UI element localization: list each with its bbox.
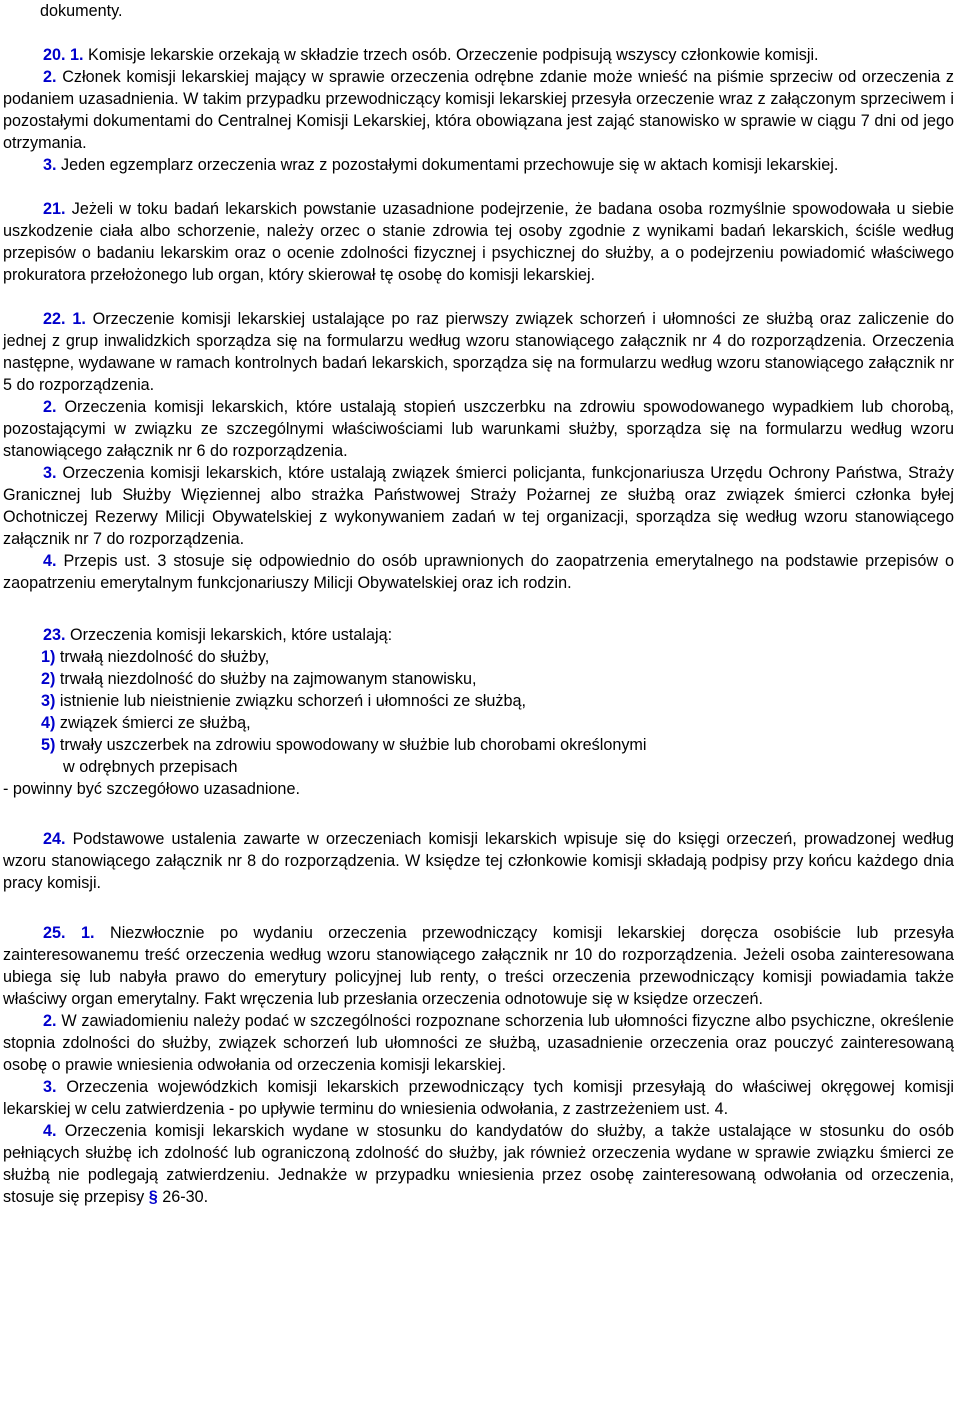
carryover-text: dokumenty.	[40, 2, 123, 20]
section-23-intro	[3, 624, 954, 646]
section-24	[3, 828, 954, 894]
section-number: 20.	[43, 46, 66, 64]
list-item-continuation: w odrębnych przepisach	[63, 758, 238, 776]
section-20-para-2	[3, 66, 954, 154]
paragraph-text: Orzeczenia komisji lekarskich, które ustalają:	[70, 626, 393, 644]
section-number: 22.	[43, 310, 66, 328]
paragraph-number: 3.	[43, 1078, 57, 1096]
section-22-para-4	[3, 550, 954, 594]
section-20-para-1	[3, 44, 954, 66]
paragraph-text: W zawiadomieniu należy podać w szczególności rozpoznane schorzenia lub ułomności fizyczne albo psychiczne, określenie stopnia zdolności do służby, związek schorzeń lub ułomności ze służbą, uzasadnienie orzeczenia oraz pouczyć zainteresowaną osobę o prawie wniesienia odwołania od orzeczenia komisji lekarskiej.	[3, 1012, 954, 1074]
paragraph-text: Jeżeli w toku badań lekarskich powstanie uzasadnione podejrzenie, że badana osoba rozmyślnie spowodowała u siebie uszkodzenie ciała albo schorzenie, należy orzec o stanie zdrowia tej osoby zgodnie z wynikami badań lekarskich, ściśle według przepisów o badaniu lekarskim oraz o ocenie zdolności fizycznej i psychicznej do służby, a o podejrzeniu powiadomić właściwego prokuratora przełożonego lub organ, który skierował tę osobę do komisji lekarskiej.	[3, 200, 955, 284]
paragraph-text: Orzeczenia komisji lekarskich, które ustalają stopień uszczerbku na zdrowiu spowodowanego wypadkiem lub chorobą, pozostającymi w związku ze szczególnymi właściwościami lub warunkami służby, sporządza się na formularzu według wzoru stanowiącego załącznik nr 6 do rozporządzenia.	[3, 398, 954, 460]
list-item-text: trwałą niezdolność do służby na zajmowanym stanowisku,	[59, 670, 477, 688]
paragraph-text: Niezwłocznie po wydaniu orzeczenia przewodniczący komisji lekarskiej doręcza osobiście lub przesyła zainteresowanemu treść orzeczenia według wzoru stanowiącego załącznik nr 10 do rozporządzenia. Jeżeli osoba zainteresowana ubiega się lub nabyła prawo do emerytury policyjnej lub renty, o treści orzeczenia przewodniczący komisji powiadamia także właściwy organ emerytalny. Fakt wręczenia lub przesłania orzeczenia odnotowuje się w księdze orzeczeń.	[3, 924, 954, 1008]
list-item-number: 2)	[41, 670, 56, 688]
paragraph-text: Członek komisji lekarskiej mający w sprawie orzeczenia odrębne zdanie może wnieść na piśmie sprzeciw od orzeczenia z podaniem uzasadnienia. W takim przypadku przewodniczący komisji lekarskiej przesyła orzeczenie wraz z załączonym sprzeciwem i pozostałymi dokumentami do Centralnej Komisji Lekarskiej, która obowiązana jest zająć stanowisko w sprawie w ciągu 7 dni od jego otrzymania.	[3, 68, 955, 152]
paragraph-text: Przepis ust. 3 stosuje się odpowiednio do osób uprawnionych do zaopatrzenia emerytalnego na podstawie przepisów o zaopatrzeniu emerytalnym funkcjonariuszy Milicji Obywatelskiej oraz ich rodzin.	[3, 552, 954, 592]
section-number: 25.	[43, 924, 66, 942]
list-item-text: istnienie lub nieistnienie związku schorzeń i ułomności ze służbą,	[59, 692, 526, 710]
paragraph-number: 3.	[43, 156, 57, 174]
paragraph-text: Orzeczenia komisji lekarskich wydane w stosunku do kandydatów do służby, a także ustalające w stosunku do osób pełniących służbę ich zdolność lub ograniczoną zdolność do służby, jak również orzeczenia wydane w sprawie związku śmierci ze służbą nie podlegają zatwierdzeniu. Jednakże w przypadku wniesienia przez osobę zainteresowaną odwołania od orzeczenia, stosuje się przepisy	[3, 1122, 954, 1206]
paragraph-number: 2.	[43, 1012, 57, 1030]
section-25-para-3	[3, 1076, 954, 1120]
paragraph-number: 2.	[43, 68, 57, 86]
section-20-para-3	[3, 154, 954, 176]
paragraph-number: 2.	[43, 398, 57, 416]
list-item-number: 3)	[41, 692, 56, 710]
paragraph-number: 1.	[72, 310, 86, 328]
list-item	[3, 690, 954, 712]
section-22-para-3	[3, 462, 954, 550]
section-25-para-4	[3, 1120, 954, 1208]
paragraph-text: Orzeczenia komisji lekarskich, które ustalają związek śmierci policjanta, funkcjonariusza Urzędu Ochrony Państwa, Straży Granicznej lub Służby Więziennej albo strażka Państwowej Straży Pożarnej ze służbą oraz związek śmierci członka byłej Ochotniczej Rezerwy Milicji Obywatelskiej z wykonywaniem zadań w tej organizacji, sporządza się według wzoru stanowiącego załącznik nr 7 do rozporządzenia.	[3, 464, 954, 548]
section-21	[3, 198, 954, 286]
paragraph-text: Orzeczenie komisji lekarskiej ustalające po raz pierwszy związek schorzeń i ułomności ze służbą oraz zaliczenie do jednej z grup inwalidzkich sporządza się na formularzu według wzoru stanowiącego załącznik nr 4 do rozporządzenia. Orzeczenia następne, wydawane w ramach kontrolnych badań lekarskich, sporządza się na formularzu według wzoru stanowiącego załącznik nr 5 do rozporządzenia.	[3, 310, 955, 394]
paragraph-number: 4.	[43, 552, 57, 570]
section-symbol: §	[148, 1188, 158, 1206]
list-item	[3, 646, 954, 668]
list-item	[3, 712, 954, 734]
list-item	[3, 668, 954, 690]
section-22-para-2	[3, 396, 954, 462]
paragraph-number: 1.	[81, 924, 95, 942]
section-25-para-1	[3, 922, 954, 1010]
list-item-number: 1)	[41, 648, 56, 666]
paragraph-text: Jeden egzemplarz orzeczenia wraz z pozostałymi dokumentami przechowuje się w aktach komisji lekarskiej.	[61, 156, 839, 174]
paragraph-text: Orzeczenia wojewódzkich komisji lekarskich przewodniczący tych komisji przesyłają do właściwej okręgowej komisji lekarskiej w celu zatwierdzenia - po upływie terminu do wniesienia odwołania, z zastrzeżeniem ust. 4.	[3, 1078, 954, 1118]
section-number: 23.	[43, 626, 66, 644]
paragraph-number: 4.	[43, 1122, 57, 1140]
paragraph-text: Komisje lekarskie orzekają w składzie trzech osób. Orzeczenie podpisują wszyscy członkowie komisji.	[88, 46, 819, 64]
paragraph-number: 1.	[70, 46, 84, 64]
list-item-text: trwałą niezdolność do służby,	[59, 648, 270, 666]
list-item	[3, 734, 954, 756]
section-number: 24.	[43, 830, 66, 848]
section-25-para-2	[3, 1010, 954, 1076]
list-item-number: 5)	[41, 736, 56, 754]
section-23-closing: - powinny być szczegółowo uzasadnione.	[3, 780, 300, 798]
paragraph-text: Podstawowe ustalenia zawarte w orzeczeniach komisji lekarskich wpisuje się do księgi orzeczeń, prowadzonej według wzoru stanowiącego załącznik nr 8 do rozporządzenia. W księdze tej członkowie komisji składają podpisy przy końcu każdego dnia pracy komisji.	[3, 830, 955, 892]
list-item-text: trwały uszczerbek na zdrowiu spowodowany w służbie lub chorobami określonymi	[59, 736, 647, 754]
list-item-text: związek śmierci ze służbą,	[59, 714, 251, 732]
list-item-number: 4)	[41, 714, 56, 732]
paragraph-number: 3.	[43, 464, 57, 482]
section-reference: 26-30.	[162, 1188, 209, 1206]
section-number: 21.	[43, 200, 66, 218]
section-22-para-1	[3, 308, 954, 396]
